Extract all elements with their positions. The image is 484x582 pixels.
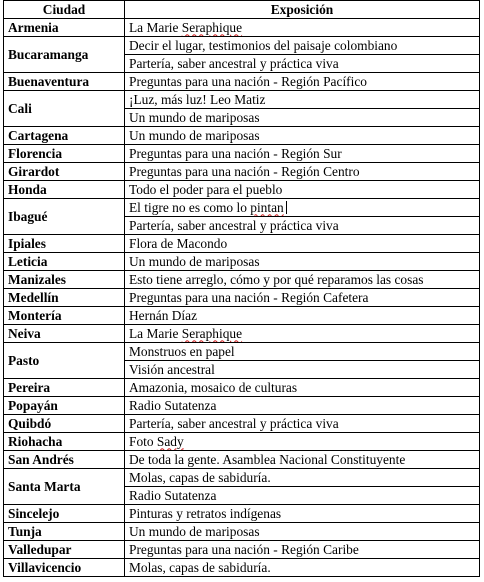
exhibition-cell: Preguntas para una nación - Región Sur (125, 145, 480, 163)
exhibition-cell: Esto tiene arreglo, cómo y por qué reparamos las cosas (125, 271, 480, 289)
city-cell: Manizales (4, 271, 125, 289)
table-row (4, 343, 480, 361)
table-row (4, 523, 480, 541)
table-row (4, 199, 480, 217)
exhibition-cell: La Marie Seraphique (125, 19, 480, 37)
city-cell: Armenia (4, 19, 125, 37)
table-row (4, 181, 480, 199)
city-cell: Ipiales (4, 235, 125, 253)
table-row (4, 253, 480, 271)
exhibition-cell: Partería, saber ancestral y práctica viva (125, 55, 480, 73)
header-city: Ciudad (4, 1, 125, 19)
city-cell: Cali (4, 91, 125, 127)
table-row (4, 505, 480, 523)
city-cell: Medellín (4, 289, 125, 307)
exhibition-cell: Un mundo de mariposas (125, 253, 480, 271)
table-row (4, 415, 480, 433)
city-cell: Quibdó (4, 415, 125, 433)
table-header-row (4, 1, 480, 19)
exhibition-cell: Molas, capas de sabiduría. (125, 559, 480, 577)
table-row (4, 145, 480, 163)
exhibition-cell: Pinturas y retratos indígenas (125, 505, 480, 523)
exhibition-cell: Visión ancestral (125, 361, 480, 379)
city-cell: Pereira (4, 379, 125, 397)
exhibition-cell: Partería, saber ancestral y práctica viva (125, 415, 480, 433)
exhibition-cell: Preguntas para una nación - Región Cafetera (125, 289, 480, 307)
exhibition-cell: Molas, capas de sabiduría. (125, 469, 480, 487)
table-row (4, 469, 480, 487)
city-cell: Ibagué (4, 199, 125, 235)
city-cell: Villavicencio (4, 559, 125, 577)
header-exhibition: Exposición (125, 1, 480, 19)
city-cell: Valledupar (4, 541, 125, 559)
exhibition-cell: Radio Sutatenza (125, 397, 480, 415)
table-row (4, 541, 480, 559)
city-cell: Popayán (4, 397, 125, 415)
city-cell: Montería (4, 307, 125, 325)
city-cell: Pasto (4, 343, 125, 379)
exhibition-cell: Un mundo de mariposas (125, 523, 480, 541)
table-row (4, 325, 480, 343)
table-row (4, 379, 480, 397)
city-cell: Bucaramanga (4, 37, 125, 73)
table-row (4, 289, 480, 307)
exhibition-cell: Preguntas para una nación - Región Centro (125, 163, 480, 181)
city-cell: Honda (4, 181, 125, 199)
exhibition-cell: El tigre no es como lo pintan (125, 199, 480, 217)
table-row (4, 235, 480, 253)
exhibition-cell: Preguntas para una nación - Región Pacífico (125, 73, 480, 91)
table-row (4, 397, 480, 415)
table-row (4, 19, 480, 37)
exhibition-cell: Preguntas para una nación - Región Caribe (125, 541, 480, 559)
exhibition-cell: Amazonia, mosaico de culturas (125, 379, 480, 397)
exhibition-cell: Flora de Macondo (125, 235, 480, 253)
city-cell: Neiva (4, 325, 125, 343)
table-row (4, 127, 480, 145)
table-row (4, 163, 480, 181)
table-row (4, 559, 480, 577)
exhibition-cell: Un mundo de mariposas (125, 127, 480, 145)
table-row (4, 271, 480, 289)
exhibitions-table (3, 0, 480, 577)
exhibition-cell: La Marie Seraphique (125, 325, 480, 343)
city-cell: Buenaventura (4, 73, 125, 91)
exhibition-cell: Monstruos en papel (125, 343, 480, 361)
table-row (4, 307, 480, 325)
exhibition-cell: Radio Sutatenza (125, 487, 480, 505)
exhibition-cell: Partería, saber ancestral y práctica viva (125, 217, 480, 235)
city-cell: Girardot (4, 163, 125, 181)
city-cell: San Andrés (4, 451, 125, 469)
exhibition-cell: Todo el poder para el pueblo (125, 181, 480, 199)
city-cell: Sincelejo (4, 505, 125, 523)
table-body (4, 19, 480, 577)
city-cell: Florencia (4, 145, 125, 163)
exhibition-cell: De toda la gente. Asamblea Nacional Constituyente (125, 451, 480, 469)
city-cell: Santa Marta (4, 469, 125, 505)
exhibition-cell: Decir el lugar, testimonios del paisaje colombiano (125, 37, 480, 55)
exhibition-cell: ¡Luz, más luz! Leo Matiz (125, 91, 480, 109)
exhibition-cell: Foto Sady (125, 433, 480, 451)
table-row (4, 433, 480, 451)
exhibition-cell: Un mundo de mariposas (125, 109, 480, 127)
city-cell: Riohacha (4, 433, 125, 451)
table-row (4, 91, 480, 109)
exhibition-cell: Hernán Díaz (125, 307, 480, 325)
city-cell: Tunja (4, 523, 125, 541)
table-row (4, 451, 480, 469)
city-cell: Cartagena (4, 127, 125, 145)
city-cell: Leticia (4, 253, 125, 271)
text-caret (286, 201, 287, 214)
table-row (4, 37, 480, 55)
table-row (4, 73, 480, 91)
